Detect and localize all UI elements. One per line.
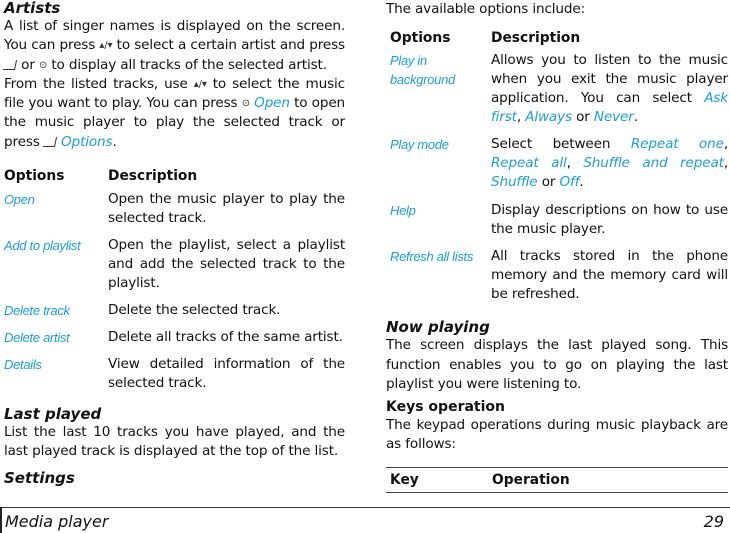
text-run: Select between <box>491 136 631 153</box>
table-row <box>4 190 345 236</box>
nav-updown-icon: ▴/▾ <box>193 78 207 90</box>
option-name: Help <box>390 203 416 219</box>
text-run: or <box>537 174 560 191</box>
table-row <box>4 236 345 301</box>
table-header-description: Description <box>491 30 581 47</box>
option-description <box>491 51 728 135</box>
text-run: A list of singer names is displayed on the screen. You can press <box>4 18 345 54</box>
table-row <box>386 247 728 313</box>
table-header-key: Key <box>390 471 419 488</box>
soft-key-icon <box>3 60 17 70</box>
right-column <box>386 0 728 493</box>
shuffle-keyword: Shuffle <box>491 174 538 191</box>
text-run: From the listed tracks, use <box>4 75 194 92</box>
table-header-operation: Operation <box>492 471 570 488</box>
artists-heading: Artists <box>4 0 61 17</box>
artists-paragraph-1 <box>4 17 345 75</box>
keys-operation-text: The keypad operations during music playback are as follows: <box>386 417 728 453</box>
text-run: to select a certain artist and press <box>112 37 345 54</box>
option-description: Open the playlist, select a playlist and add the selected track to the playlist. <box>108 237 345 292</box>
option-description: Open the music player to play the selected track. <box>108 191 345 227</box>
shuffle-and-repeat-keyword: Shuffle and repeat <box>583 155 724 172</box>
option-name: Open <box>4 192 35 208</box>
ok-key-icon: ⊙ <box>241 98 250 110</box>
left-column <box>4 0 345 487</box>
now-playing-heading: Now playing <box>386 318 490 337</box>
footer-edge-mark <box>0 507 2 533</box>
table-header-options: Options <box>390 30 451 47</box>
table-row <box>386 135 728 201</box>
table-row <box>386 51 728 135</box>
text-run: or <box>17 56 39 73</box>
table-header-options: Options <box>4 168 65 185</box>
footer-divider <box>0 507 730 508</box>
never-keyword: Never <box>593 109 634 126</box>
option-name: Refresh all lists <box>390 249 474 265</box>
artists-paragraph-2 <box>4 75 345 152</box>
table-row <box>4 355 345 401</box>
settings-heading: Settings <box>4 468 75 487</box>
footer-section-title: Media player <box>5 512 109 531</box>
ask-first-keyword: Ask first <box>491 90 728 126</box>
open-keyword: Open <box>254 95 290 112</box>
nav-updown-icon: ▴/▾ <box>99 40 113 52</box>
option-description <box>491 135 728 201</box>
option-name: Play mode <box>390 137 449 153</box>
options-keyword: Options <box>61 133 113 150</box>
text-run: to open the music player to play the selected track or press <box>4 95 346 150</box>
text-run: . <box>579 174 584 191</box>
table-header-rule <box>386 492 728 493</box>
repeat-all-keyword: Repeat all <box>491 155 567 172</box>
option-name: Play in background <box>390 53 455 88</box>
table-header-description: Description <box>108 168 198 185</box>
text-run: , <box>566 155 584 172</box>
option-name: Add to playlist <box>4 238 81 254</box>
ok-key-icon: ⊙ <box>38 59 48 71</box>
text-run: to display all tracks of the selected artist. <box>47 56 327 73</box>
soft-key-icon <box>43 137 57 147</box>
last-played-heading: Last played <box>4 405 102 424</box>
now-playing-text: The screen displays the last played song. This function enables you to go on playing the last playlist you were listening to. <box>386 337 728 392</box>
off-keyword: Off <box>559 174 580 191</box>
option-description: Display descriptions on how to use the music player. <box>491 202 728 238</box>
text-run: , <box>723 136 728 153</box>
text-run: , <box>516 109 526 126</box>
table-row <box>386 201 728 247</box>
table-row <box>4 301 345 328</box>
keys-operation-heading: Keys operation <box>386 399 505 416</box>
settings-intro: The available options include: <box>386 1 586 17</box>
option-description: All tracks stored in the phone memory and the memory card will be refreshed. <box>491 248 728 303</box>
option-description: Delete the selected track. <box>108 302 281 319</box>
text-run: . <box>633 109 638 126</box>
text-run: . <box>112 133 117 150</box>
text-run: or <box>571 109 594 126</box>
table-row <box>4 328 345 355</box>
repeat-one-keyword: Repeat one <box>630 136 724 153</box>
option-name: Delete track <box>4 303 70 319</box>
artists-options-table <box>4 162 345 401</box>
text-run: Allows you to listen to the music when you exit the music player application. You can select <box>491 52 728 107</box>
option-name: Details <box>4 357 42 373</box>
keys-table <box>386 468 728 492</box>
settings-options-table <box>386 25 728 313</box>
option-description: Delete all tracks of the same artist. <box>108 329 343 346</box>
text-run: to select the music file you want to play. You can press <box>4 75 345 112</box>
always-keyword: Always <box>525 109 572 126</box>
option-name: Delete artist <box>4 330 70 346</box>
last-played-text: List the last 10 tracks you have played, and the last played track is displayed at the top of the list. <box>4 424 345 460</box>
page-number: 29 <box>703 512 724 531</box>
text-run: , <box>723 155 728 172</box>
option-description: View detailed information of the selected track. <box>108 356 345 392</box>
